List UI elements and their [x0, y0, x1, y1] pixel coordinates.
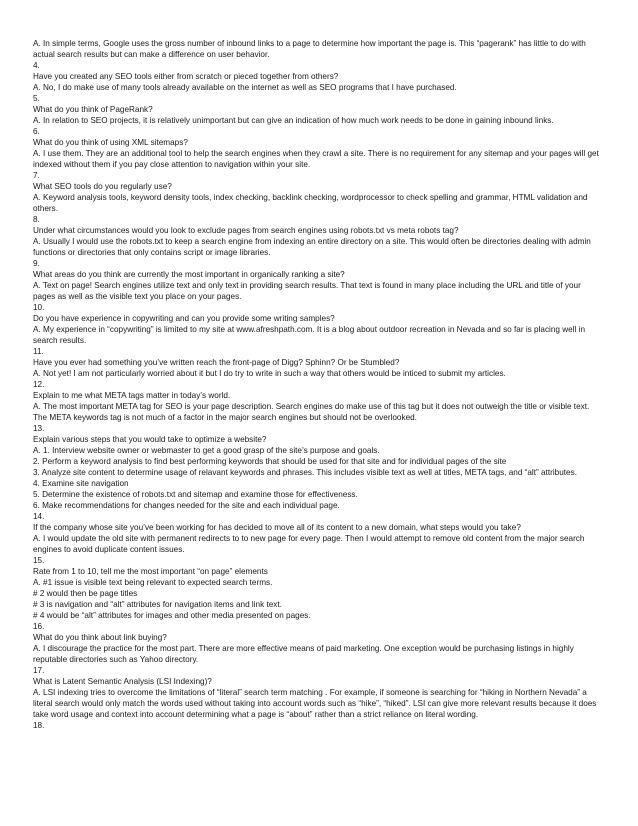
- text-line: 18.: [33, 721, 45, 730]
- text-line: A. No, I do make use of many tools already available on the internet as well as SEO programs that I have purchased.: [33, 83, 457, 92]
- text-line: A. I use them. They are an additional tool to help the search engines when they crawl a site. There is no requirement for any sitemap and your pages will get indexed without them if you pay close attention to navigation within your site.: [33, 149, 599, 169]
- text-line: # 4 would be “alt” attributes for images and other media presented on pages.: [33, 611, 311, 620]
- text-line: 13.: [33, 424, 45, 433]
- text-line: A. 1. Interview website owner or webmaster to get a good grasp of the site’s purpose and goals.: [33, 446, 380, 455]
- text-line: What SEO tools do you regularly use?: [33, 182, 172, 191]
- text-line: 4.: [33, 61, 40, 70]
- text-line: Explain various steps that you would take to optimize a website?: [33, 435, 267, 444]
- text-line: 2. Perform a keyword analysis to find best performing keywords that should be used for that site and for individual pages of the site: [33, 457, 507, 466]
- text-line: Rate from 1 to 10, tell me the most important “on page” elements: [33, 567, 268, 576]
- text-line: 16.: [33, 622, 45, 631]
- document-page: [33, 38, 605, 731]
- text-line: 8.: [33, 215, 40, 224]
- text-line: Have you created any SEO tools either from scratch or pieced together from others?: [33, 72, 339, 81]
- text-line: 4. Examine site navigation: [33, 479, 129, 488]
- text-line: A. My experience in “copywriting” is limited to my site at www.afreshpath.com. It is a blog about outdoor recreation in Nevada and so far is placing well in search results.: [33, 325, 586, 345]
- text-line: 11.: [33, 347, 44, 356]
- text-line: 15.: [33, 556, 45, 565]
- text-line: # 2 would then be page titles: [33, 589, 138, 598]
- text-line: 5. Determine the existence of robots.txt and sitemap and examine those for effectiveness.: [33, 490, 358, 499]
- text-line: A. #1 issue is visible text being relevant to expected search terms.: [33, 578, 273, 587]
- text-line: 12.: [33, 380, 45, 389]
- text-line: What is Latent Semantic Analysis (LSI Indexing)?: [33, 677, 212, 686]
- text-line: 3. Analyze site content to determine usage of relavant keywords and phrases. This includes visible text as well at titles, META tags, and “alt” attributes.: [33, 468, 577, 477]
- text-line: 6. Make recommendations for changes needed for the site and each individual page.: [33, 501, 340, 510]
- text-line: If the company whose site you’ve been working for has decided to move all of its content to a new domain, what steps would you take?: [33, 523, 521, 532]
- text-line: What do you think about link buying?: [33, 633, 167, 642]
- text-line: A. LSI indexing tries to overcome the limitations of “literal” search term matching . For example, if someone is searching for “hiking in Northern Nevada” a literal search would only match the words used without taking into account words such as “hike”, “hiked”. LSI can give more relevant results because it does take word usage and context into account determining what a page is “about” rather than a strict reliance on literal wording.: [33, 688, 597, 719]
- text-line: A. Usually I would use the robots.txt to keep a search engine from indexing an entire directory on a site. This would often be directories dealing with admin functions or directories that only contains script or image libraries.: [33, 237, 591, 257]
- text-line: 14.: [33, 512, 45, 521]
- text-line: Do you have experience in copywriting and can you provide some writing samples?: [33, 314, 335, 323]
- text-line: Under what circumstances would you look to exclude pages from search engines using robots.txt vs meta robots tag?: [33, 226, 459, 235]
- text-line: A. The most important META tag for SEO is your page description. Search engines do make use of this tag but it does not outweigh the title or visible text. The META keywords tag is not much of a factor in the major search engines but should not be overlooked.: [33, 402, 590, 422]
- text-line: A. I discourage the practice for the most part. There are more effective means of paid marketing. One exception would be purchasing listings in highly reputable directories such as Yahoo directory.: [33, 644, 574, 664]
- text-line: What do you think of using XML sitemaps?: [33, 138, 188, 147]
- text-line: Explain to me what META tags matter in today’s world.: [33, 391, 231, 400]
- text-line: A. In simple terms, Google uses the gross number of inbound links to a page to determine how important the page is. This “pagerank” has little to do with actual search results but can make a difference on user behavior.: [33, 39, 586, 59]
- text-line: A. In relation to SEO projects, it is relatively unimportant but can give an indication of how much work needs to be done in gaining inbound links.: [33, 116, 554, 125]
- text-line: 10.: [33, 303, 45, 312]
- text-line: 5.: [33, 94, 40, 103]
- text-line: Have you ever had something you’ve written reach the front-page of Digg? Sphinn? Or be Stumbled?: [33, 358, 400, 367]
- text-line: 7.: [33, 171, 40, 180]
- text-line: What areas do you think are currently the most important in organically ranking a site?: [33, 270, 345, 279]
- text-line: A. Not yet! I am not particularly worried about it but I do try to write in such a way that others would be inticed to submit my articles.: [33, 369, 506, 378]
- text-line: What do you think of PageRank?: [33, 105, 153, 114]
- text-line: 17.: [33, 666, 45, 675]
- text-line: # 3 is navigation and “alt” attributes for navigation items and link text.: [33, 600, 282, 609]
- text-line: A. Text on page! Search engines utilize text and only text in providing search results. That text is found in many place including the URL and title of your pages as well as the visible text you place on your pages.: [33, 281, 581, 301]
- text-line: A. Keyword analysis tools, keyword density tools, index checking, backlink checking, wordprocessor to check spelling and grammar, HTML validation and others.: [33, 193, 588, 213]
- text-line: 6.: [33, 127, 40, 136]
- text-line: 9.: [33, 259, 40, 268]
- text-line: A. I would update the old site with permanent redirects to to new page for every page. Then I would attempt to remove old content from the major search engines to avoid duplicate content issues.: [33, 534, 585, 554]
